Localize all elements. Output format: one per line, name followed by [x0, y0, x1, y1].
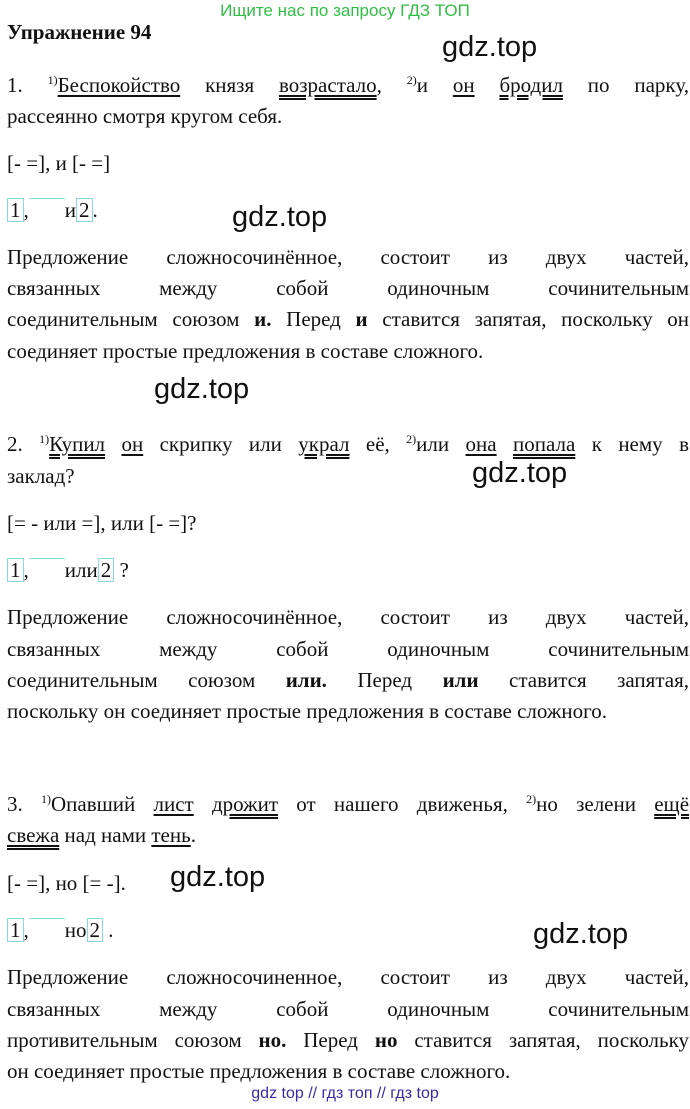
watermark: gdz.top	[533, 918, 629, 950]
subject: тень	[151, 823, 191, 847]
sentence-3-explanation-1: Предложение сложносочиненное, состоит из двух частей,	[7, 965, 689, 989]
sentence-3-diagram: 1 , но 2 .	[7, 917, 689, 943]
subject: она	[465, 432, 497, 456]
sentence-1-scheme: [- =], и [- =]	[7, 151, 111, 175]
predicate: дрожит	[211, 792, 279, 816]
sentence-2-line-1: 2. $^{1)}$Купил он скрипку или украл её, $^{2)}$или она попала к нему в	[7, 432, 689, 456]
predicate: бродил	[499, 73, 563, 97]
sentence-3-explanation-4: он соединяет простые предложения в составе сложного.	[7, 1059, 511, 1083]
sentence-2-scheme: [= - или =], или [- =]?	[7, 511, 197, 535]
watermark: gdz.top	[154, 373, 250, 405]
predicate: возрастало	[278, 73, 377, 97]
subject: он	[121, 432, 144, 456]
subject: Беспокойство	[57, 73, 181, 97]
watermark: gdz.top	[472, 457, 568, 489]
page-title: Упражнение 94	[7, 20, 152, 44]
sentence-1-line-1: 1. $^{1)}$Беспокойство князя возрастало, $^{2)}$и он бродил по парку,	[7, 73, 689, 97]
predicate: ещё	[654, 792, 690, 816]
predicate: свежа	[7, 823, 60, 847]
watermark: gdz.top	[442, 31, 538, 63]
sentence-2-explanation-3: соединительным союзом или. Перед или ставится запятая,	[7, 668, 689, 692]
predicate: Купил	[49, 432, 106, 456]
sentence-1-explanation-1: Предложение сложносочинённое, состоит из двух частей,	[7, 245, 689, 269]
sentence-1-line-2: рассеянно смотря кругом себя.	[7, 104, 283, 128]
sentence-2-explanation-1: Предложение сложносочинённое, состоит из двух частей,	[7, 605, 689, 629]
sentence-3-line-2: свежа над нами тень.	[7, 823, 196, 847]
sentence-2-diagram: 1 , или 2 ?	[7, 557, 689, 583]
watermark: gdz.top	[170, 861, 266, 893]
watermark: gdz.top	[232, 201, 328, 233]
sentence-3-scheme: [- =], но [= -].	[7, 871, 126, 895]
sentence-1-explanation-2: связанных между собой одиночным сочинительным	[7, 276, 689, 300]
subject: лист	[153, 792, 194, 816]
sentence-2-explanation-2: связанных между собой одиночным сочинительным	[7, 637, 689, 661]
predicate: украл	[298, 432, 350, 456]
sentence-3-explanation-2: связанных между собой одиночным сочинительным	[7, 997, 689, 1021]
sentence-3-line-1: 3. $^{1)}$Опавший лист дрожит от нашего движенья, $^{2)}$но зелени ещё	[7, 792, 690, 816]
sentence-1-diagram: 1 , и 2 .	[7, 197, 689, 223]
sentence-2-explanation-4: поскольку он соединяет простые предложения в составе сложного.	[7, 699, 607, 723]
predicate: попала	[513, 432, 576, 456]
sentence-1-explanation-4: соединяет простые предложения в составе сложного.	[7, 339, 484, 363]
sentence-3-explanation-3: противительным союзом но. Перед но ставится запятая, поскольку	[7, 1028, 689, 1052]
footer-links: gdz top // гдз топ // гдз top	[251, 1085, 439, 1102]
sentence-1-explanation-3: соединительным союзом и. Перед и ставится запятая, поскольку он	[7, 307, 689, 331]
subject: он	[452, 73, 475, 97]
search-banner: Ищите нас по запросу ГДЗ ТОП	[220, 1, 470, 20]
sentence-2-line-2: заклад?	[7, 464, 75, 488]
